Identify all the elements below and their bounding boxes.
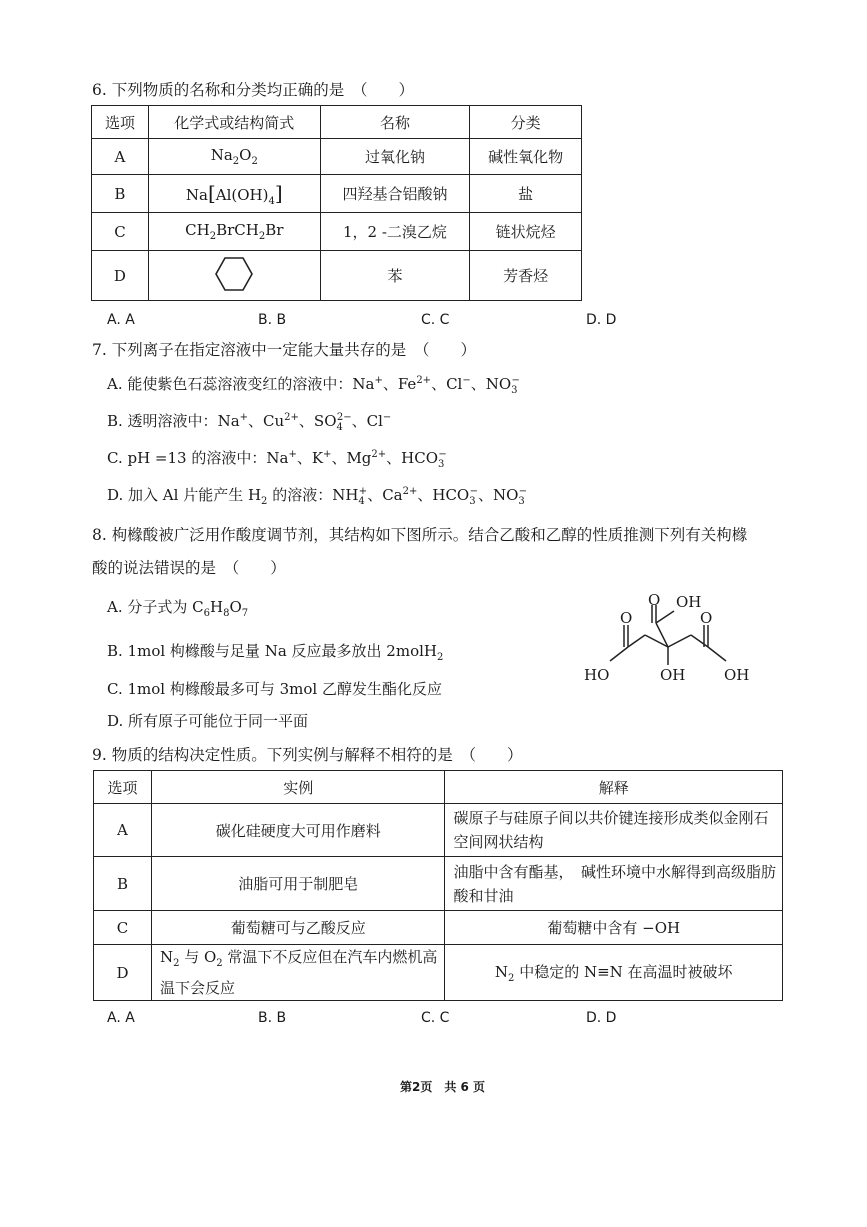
svg-text:O: O: [648, 591, 661, 609]
q9-row-b-option: B: [94, 857, 152, 911]
q9-header-explain: 解释: [445, 771, 783, 804]
q9-row-b-explain: 油脂中含有酯基， 碱性环境中水解得到高级脂肪酸和甘油: [445, 857, 783, 911]
q6-choice-c[interactable]: C. C: [421, 312, 450, 328]
svg-text:HO: HO: [584, 666, 610, 684]
table-row: [92, 213, 582, 251]
q9-choice-c[interactable]: C. C: [421, 1010, 450, 1026]
q6-row-b-formula: $Na[Al(OH)_4]$: [148, 175, 320, 213]
q8-stem-line1: 8. 枸橼酸被广泛用作酸度调节剂，其结构如下图所示。结合乙酸和乙醇的性质推测下列有关枸橼: [92, 526, 748, 544]
q9-row-c-option: C: [94, 911, 152, 945]
q9-table: [93, 770, 783, 1001]
svg-text:OH: OH: [724, 666, 750, 684]
table-row: [94, 911, 783, 945]
q9-stem: 9. 物质的结构决定性质。下列实例与解释不相符的是 （ ）: [92, 746, 523, 764]
q7-option-b-text: B. 透明溶液中：: [107, 412, 218, 430]
q6-row-b-name: 四羟基合铝酸钠: [320, 175, 470, 213]
svg-text:OH: OH: [676, 593, 702, 611]
q9-row-a-option: A: [94, 804, 152, 857]
q8-option-a: A. 分子式为 $C_6H_8O_7$: [107, 598, 249, 619]
table-row: [94, 945, 783, 1001]
svg-text:O: O: [700, 609, 713, 627]
q8-option-a-text: A. 分子式为: [107, 598, 188, 616]
cyclohexane-structure: [214, 254, 254, 294]
q6-header-formula: 化学式或结构简式: [148, 106, 320, 139]
q6-row-a-class: 碱性氧化物: [470, 139, 582, 175]
q6-row-c-class: 链状烷烃: [470, 213, 582, 251]
q6-header-option: 选项: [92, 106, 149, 139]
q8-stem-line2: 酸的说法错误的是 （ ）: [92, 559, 286, 577]
q9-choice-b[interactable]: B. B: [258, 1010, 287, 1026]
q9-row-a-explain: 碳原子与硅原子间以共价键连接形成类似金刚石 空间网状结构: [445, 804, 783, 857]
q7-option-d: D. 加入 Al 片能产生 $H_2$ 的溶液：$NH_4^+$、$Ca^{2+}$、$HCO_3^-$、$NO_3^-$: [107, 486, 528, 507]
q6-row-c-formula: $CH_2BrCH_2Br$: [148, 213, 320, 251]
q9-header-option: 选项: [94, 771, 152, 804]
q9-row-a-example: 碳化硅硬度大可用作磨料: [151, 804, 445, 857]
table-row: [92, 139, 582, 175]
q7-stem: 7. 下列离子在指定溶液中一定能大量共存的是 （ ）: [92, 341, 476, 359]
table-row: [94, 857, 783, 911]
table-row: [92, 251, 582, 301]
q6-row-a-option: A: [92, 139, 149, 175]
q6-row-b-class: 盐: [470, 175, 582, 213]
q6-choice-a[interactable]: A. A: [107, 312, 135, 328]
q8-option-d: D. 所有原子可能位于同一平面: [107, 712, 309, 730]
q7-option-d-text: D. 加入 Al 片能产生 H: [107, 486, 262, 504]
q9-row-d-option: D: [94, 945, 152, 1001]
page-footer: 第2页 共 6 页: [400, 1080, 486, 1094]
q8-option-b-text: B. 1mol 枸橼酸与足量 Na 反应最多放出 2molH: [107, 642, 437, 660]
q6-header-class: 分类: [470, 106, 582, 139]
citric-acid-structure: [580, 585, 760, 690]
q9-row-c-example: 葡萄糖可与乙酸反应: [151, 911, 445, 945]
table-row: [92, 175, 582, 213]
q9-row-d-example: $N_2$ 与 $O_2$ 常温下不反应但在汽车内燃机高温下会反应: [151, 945, 445, 1001]
q6-row-a-formula: $Na_2O_2$: [148, 139, 320, 175]
q9-row-c-explain: 葡萄糖中含有 −OH: [445, 911, 783, 945]
q6-stem: 6. 下列物质的名称和分类均正确的是 （ ）: [92, 81, 414, 99]
q6-row-d-formula: [148, 251, 320, 301]
q9-row-d-explain: $N_2$ 中稳定的 N≡N 在高温时被破坏: [445, 945, 783, 1001]
q9-row-b-example: 油脂可用于制肥皂: [151, 857, 445, 911]
q9-header-example: 实例: [151, 771, 445, 804]
q6-row-d-name: 苯: [320, 251, 470, 301]
q7-option-c: C. pH =13 的溶液中：Na+、K+、$Mg^{2+}$、$HCO_3^-$: [107, 449, 447, 470]
q7-option-b: B. 透明溶液中：Na+、$Cu^{2+}$、$SO_4^{2-}$、Cl−: [107, 412, 392, 433]
q6-header-name: 名称: [320, 106, 470, 139]
q6-table: [91, 105, 582, 301]
q8-option-c: C. 1mol 枸橼酸最多可与 3mol 乙醇发生酯化反应: [107, 680, 442, 698]
q7-option-c-text: C. pH =13 的溶液中：: [107, 449, 267, 467]
q6-choice-d[interactable]: D. D: [586, 312, 617, 328]
q6-row-c-name: 1，2 -二溴乙烷: [320, 213, 470, 251]
q6-row-d-option: D: [92, 251, 149, 301]
svg-text:O: O: [620, 609, 633, 627]
q6-row-d-class: 芳香烃: [470, 251, 582, 301]
svg-text:OH: OH: [660, 666, 686, 684]
q9-choice-d[interactable]: D. D: [586, 1010, 617, 1026]
q9-choice-a[interactable]: A. A: [107, 1010, 135, 1026]
q6-row-a-name: 过氧化钠: [320, 139, 470, 175]
q8-option-b: B. 1mol 枸橼酸与足量 Na 反应最多放出 2molH$_2$: [107, 642, 444, 663]
q6-choice-b[interactable]: B. B: [258, 312, 287, 328]
q6-row-b-option: B: [92, 175, 149, 213]
q7-option-d-text2: 的溶液：: [267, 486, 333, 504]
q7-option-a: A. 能使紫色石蕊溶液变红的溶液中：Na+、$Fe^{2+}$、Cl−、$NO_3^-$: [107, 375, 520, 396]
q7-option-a-text: A. 能使紫色石蕊溶液变红的溶液中：: [107, 375, 353, 393]
table-row: [94, 804, 783, 857]
q6-row-c-option: C: [92, 213, 149, 251]
